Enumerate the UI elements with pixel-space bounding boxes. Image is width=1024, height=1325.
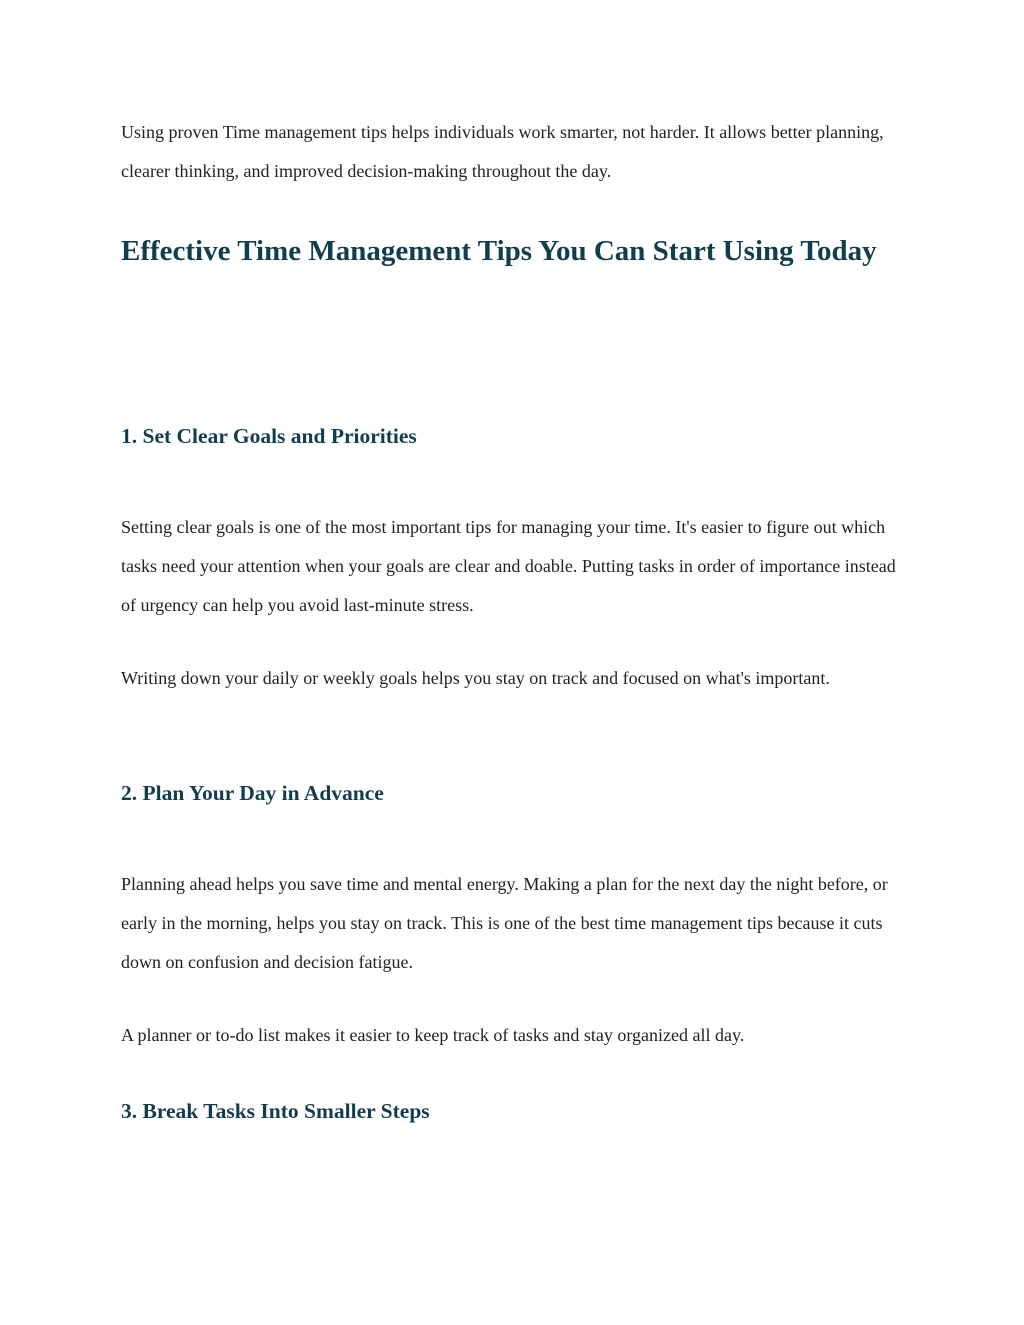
intro-paragraph: Using proven Time management tips helps individuals work smarter, not harder. It allows better planning, clearer thinking, and improved decision-making throughout the day. (121, 122, 884, 181)
section-1-paragraph-1: Setting clear goals is one of the most important tips for managing your time. It's easier to figure out which tasks need your attention when your goals are clear and doable. Putting tasks in order of importance instead of urgency can help you avoid last-minute stress. (121, 517, 896, 615)
section-1-paragraph-2: Writing down your daily or weekly goals helps you stay on track and focused on what's important. (121, 668, 830, 688)
section-1-heading: 1. Set Clear Goals and Priorities (121, 424, 417, 448)
section-2-paragraph-1: Planning ahead helps you save time and mental energy. Making a plan for the next day the night before, or early in the morning, helps you stay on track. This is one of the best time management tips because it cuts down on confusion and decision fatigue. (121, 874, 888, 972)
section-2-paragraph-2: A planner or to-do list makes it easier to keep track of tasks and stay organized all day. (121, 1025, 745, 1045)
section-2-heading: 2. Plan Your Day in Advance (121, 781, 384, 805)
section-3-heading: 3. Break Tasks Into Smaller Steps (121, 1099, 430, 1123)
page-title: Effective Time Management Tips You Can Start Using Today (121, 235, 877, 267)
